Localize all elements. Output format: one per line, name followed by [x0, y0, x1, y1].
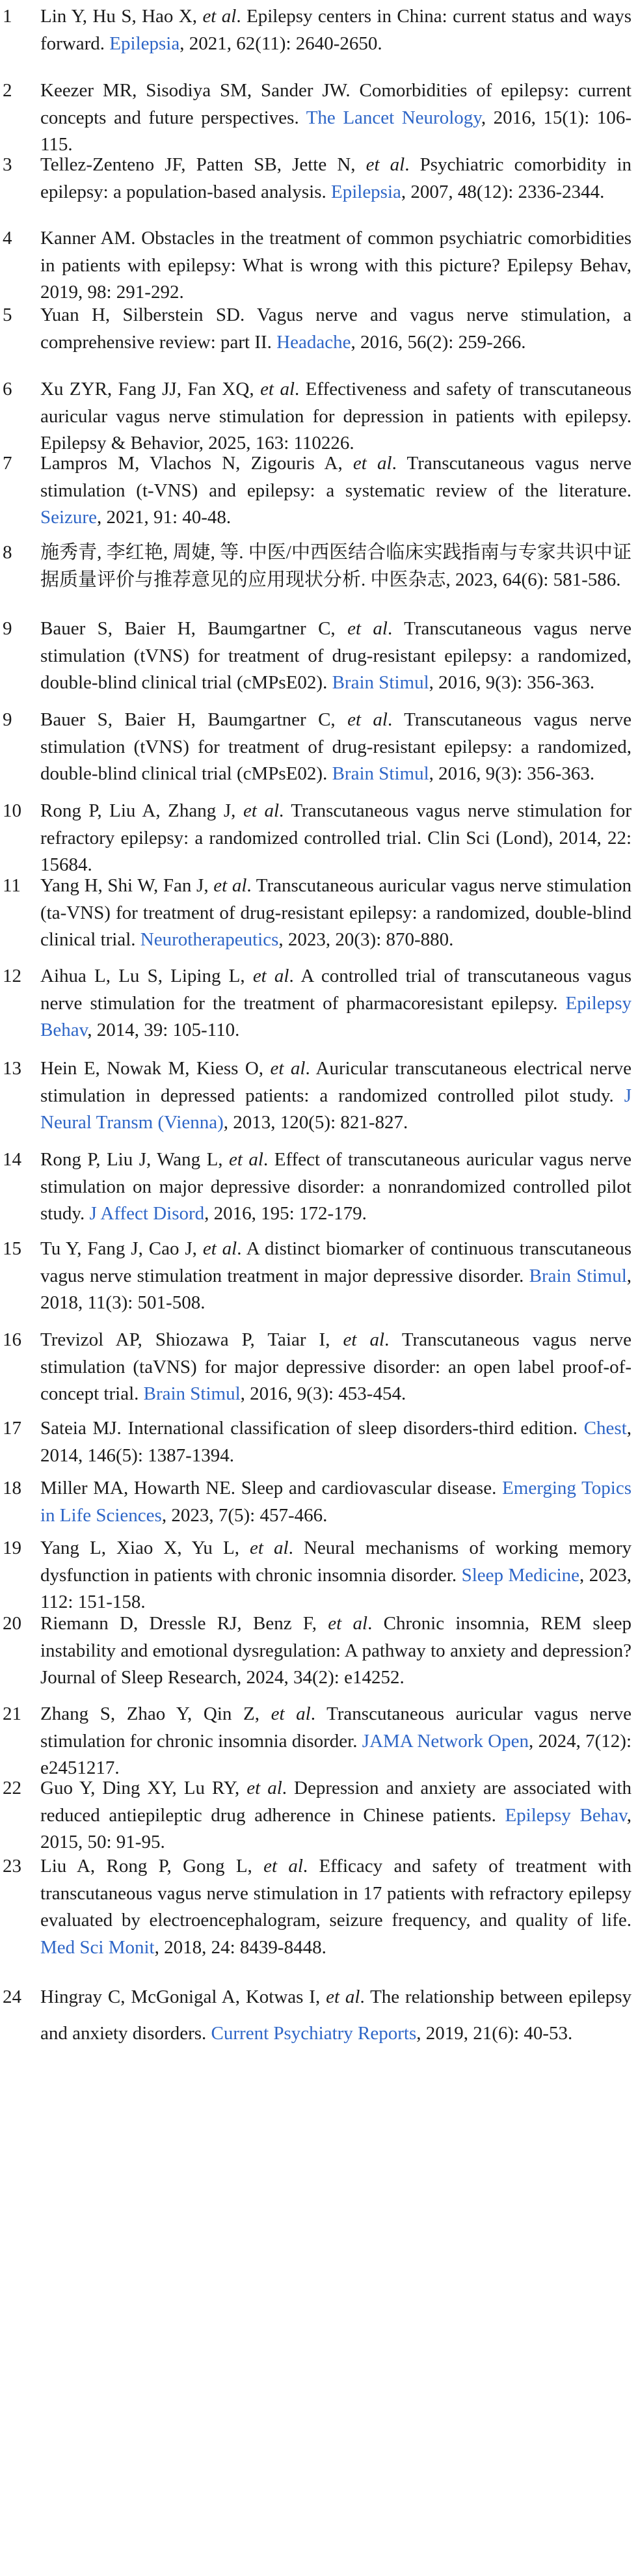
- reference-number: 14: [3, 1149, 21, 1170]
- reference-title: . A controlled trial of transcutaneous vagus nerve stimulation for the treatment of pharmacoresistant epilepsy.: [40, 966, 631, 1014]
- reference-number: 20: [3, 1613, 21, 1634]
- journal-link[interactable]: Current Psychiatry Reports: [211, 2023, 417, 2044]
- reference-number: 9: [3, 618, 12, 639]
- reference-details: , 2015, 50: 91-95.: [40, 1804, 631, 1852]
- reference-details: , 2016, 195: 172-179.: [204, 1203, 367, 1224]
- et-al: et al: [260, 379, 295, 400]
- et-al: et al: [270, 1058, 306, 1079]
- reference-title: Comorbidities of epilepsy: current concepts and future perspectives.: [40, 80, 631, 128]
- reference-title: . Effectiveness and safety of transcutaneous auricular vagus nerve stimulation for depression in patients with epilepsy.: [40, 379, 631, 427]
- reference-title: . Chronic insomnia, REM sleep instability and emotional dysregulation: A pathway to anxiety and depression?: [40, 1613, 632, 1661]
- reference-authors: 施秀青, 李红艳, 周婕, 等.: [40, 542, 248, 563]
- reference-authors: Keezer MR, Sisodiya SM, Sander JW.: [40, 80, 360, 101]
- reference-text: [40, 873, 631, 954]
- reference-text: [40, 1055, 631, 1137]
- reference-details: , 2016, 9(3): 453-454.: [240, 1383, 406, 1404]
- reference-details: , 2024, 7(12): e2451217.: [40, 1730, 632, 1778]
- reference-authors: Tu Y, Fang J, Cao J,: [40, 1238, 203, 1259]
- et-al: et al: [271, 1703, 311, 1724]
- reference-text: [40, 1610, 631, 1692]
- reference-title: . Transcutaneous vagus nerve stimulation (taVNS) for major depressive disorder: an open label proof-of-concept trial.: [40, 1329, 631, 1404]
- reference-authors: Aihua L, Lu S, Liping L,: [40, 966, 253, 986]
- reference-authors: Bauer S, Baier H, Baumgartner C,: [40, 709, 348, 730]
- reference-title: . A distinct biomarker of continuous transcutaneous vagus nerve stimulation treatment in major depressive disorder.: [40, 1238, 632, 1286]
- reference-number: 17: [3, 1418, 21, 1439]
- reference-number: 16: [3, 1329, 21, 1350]
- reference-authors: Guo Y, Ding XY, Lu RY,: [40, 1778, 247, 1798]
- reference-number: 24: [3, 1986, 21, 2007]
- reference-authors: Yuan H, Silberstein SD.: [40, 305, 258, 325]
- reference-details: , 2016, 56(2): 259-266.: [351, 331, 526, 353]
- reference-authors: Yang L, Xiao X, Yu L,: [40, 1538, 250, 1558]
- reference-details: , 2016, 15(1): 106-115.: [40, 107, 631, 155]
- reference-number: 18: [3, 1478, 21, 1498]
- journal-link[interactable]: Epilepsia: [330, 181, 401, 202]
- reference-text: [40, 1979, 631, 2052]
- reference-title: . Effect of transcutaneous auricular vagus nerve stimulation on major depressive disorder: a nonrandomized controlled pilot study.: [40, 1149, 631, 1224]
- journal-link[interactable]: Med Sci Monit: [40, 1936, 155, 1958]
- reference-number: 9: [3, 709, 12, 730]
- reference-details: , 2023, 7(5): 457-466.: [161, 1504, 328, 1526]
- reference-title: . Psychiatric comorbidity in epilepsy: a population-based analysis.: [40, 154, 631, 202]
- reference-text: [40, 152, 631, 206]
- reference-text: [40, 1535, 631, 1616]
- et-al: et al: [229, 1149, 263, 1170]
- reference-number: 15: [3, 1238, 21, 1259]
- reference-details: , 2014, 146(5): 1387-1394.: [40, 1418, 631, 1466]
- reference-text: [40, 1327, 631, 1408]
- reference-authors: Hein E, Nowak M, Kiess O,: [40, 1058, 271, 1079]
- journal-link[interactable]: Neurotherapeutics: [140, 929, 279, 950]
- reference-number: 3: [3, 154, 12, 175]
- reference-authors: Yang H, Shi W, Fan J,: [40, 875, 214, 896]
- journal-link[interactable]: Sleep Medicine: [461, 1564, 580, 1586]
- reference-text: [40, 798, 631, 879]
- reference-details: , 2018, 11(3): 501-508.: [40, 1265, 631, 1313]
- reference-title: Sleep and cardiovascular disease.: [241, 1478, 503, 1498]
- reference-number: 7: [3, 453, 12, 474]
- et-al: et al: [243, 800, 280, 821]
- et-al: et al: [352, 453, 392, 474]
- journal-name: 中医杂志: [370, 569, 446, 590]
- reference-details: , 2021, 91: 40-48.: [96, 507, 232, 528]
- reference-text: [40, 225, 631, 306]
- et-al: et al: [263, 1856, 303, 1877]
- reference-text: [40, 1701, 631, 1782]
- reference-title: 中医/中西医结合临床实践指南与专家共识中证据质量评价与推荐意见的应用现状分析.: [40, 542, 631, 590]
- reference-text: [40, 450, 631, 532]
- reference-number: 23: [3, 1856, 21, 1877]
- reference-title: . Transcutaneous auricular vagus nerve stimulation (ta-VNS) for treatment of drug-resistant epilepsy: a randomized, double-blind clinical trial.: [40, 875, 631, 950]
- et-al: et al: [202, 6, 237, 27]
- reference-details: , 2014, 39: 105-110.: [87, 1020, 240, 1040]
- reference-authors: Hingray C, McGonigal A, Kotwas I,: [40, 1986, 326, 2007]
- reference-title: International classification of sleep disorders-third edition.: [127, 1418, 584, 1439]
- reference-authors: Sateia MJ.: [40, 1418, 128, 1439]
- et-al: et al: [252, 966, 289, 986]
- reference-text: [40, 1775, 631, 1856]
- journal-name: Epilepsy & Behavior: [40, 433, 199, 454]
- reference-details: , 2023, 64(6): 581-586.: [445, 569, 621, 590]
- reference-number: 5: [3, 305, 12, 325]
- reference-details: , 2023, 20(3): 870-880.: [278, 929, 454, 950]
- reference-title: . Auricular transcutaneous electrical nerve stimulation in depressed patients: a randomized controlled pilot study.: [40, 1058, 631, 1106]
- reference-details: , 2019, 21(6): 40-53.: [416, 2023, 573, 2044]
- journal-link[interactable]: Emerging Topics in Life Sciences: [40, 1478, 632, 1526]
- reference-title: . Transcutaneous vagus nerve stimulation (tVNS) for treatment of drug-resistant epilepsy: a randomized, double-blind clinical trial (cMPsE02).: [40, 618, 631, 693]
- journal-link[interactable]: Brain Stimul: [332, 672, 429, 693]
- reference-details: , 2024, 34(2): e14252.: [236, 1667, 405, 1688]
- reference-text: [40, 1853, 631, 1961]
- et-al: et al: [213, 875, 247, 896]
- journal-link[interactable]: J Affect Disord: [89, 1203, 205, 1224]
- reference-text: [40, 963, 631, 1044]
- reference-details: , 2016, 9(3): 356-363.: [429, 672, 595, 693]
- journal-link[interactable]: Brain Stimul: [529, 1265, 627, 1286]
- journal-link[interactable]: Seizure: [40, 507, 97, 528]
- reference-title: Vagus nerve and vagus nerve stimulation, a comprehensive review: part II.: [40, 305, 631, 353]
- journal-link[interactable]: The Lancet Neurology: [306, 107, 481, 128]
- reference-authors: Xu ZYR, Fang JJ, Fan XQ,: [40, 379, 261, 400]
- reference-details: , 2018, 24: 8439-8448.: [154, 1936, 326, 1958]
- journal-link[interactable]: Epilepsy Behav: [40, 992, 631, 1040]
- et-al: et al: [246, 1778, 282, 1798]
- et-al: et al: [326, 1986, 360, 2007]
- reference-number: 19: [3, 1538, 21, 1558]
- reference-details: , 2016, 9(3): 356-363.: [429, 763, 595, 784]
- et-al: et al: [328, 1613, 368, 1634]
- reference-title: . Efficacy and safety of treatment with transcutaneous vagus nerve stimulation in 17 patients with refractory epilepsy evaluated by electroencephalogram, seizure frequency, and quality of life.: [40, 1856, 631, 1931]
- reference-text: [40, 1475, 631, 1529]
- reference-title: . Transcutaneous vagus nerve stimulation (tVNS) for treatment of drug-resistant epilepsy: a randomized, double-blind clinical trial (cMPsE02).: [40, 709, 631, 784]
- reference-authors: Liu A, Rong P, Gong L,: [40, 1856, 264, 1877]
- reference-authors: Trevizol AP, Shiozawa P, Taiar I,: [40, 1329, 343, 1350]
- reference-number: 4: [3, 228, 12, 249]
- reference-number: 2: [3, 80, 12, 101]
- journal-link[interactable]: Headache: [276, 331, 351, 353]
- reference-authors: Lampros M, Vlachos N, Zigouris A,: [40, 453, 353, 474]
- journal-link[interactable]: Chest: [583, 1418, 627, 1439]
- reference-authors: Kanner AM.: [40, 228, 142, 249]
- reference-text: [40, 1236, 631, 1317]
- et-al: et al: [343, 1329, 385, 1350]
- journal-link[interactable]: Epilepsy Behav: [505, 1804, 627, 1826]
- reference-details: , 2013, 120(5): 821-827.: [223, 1112, 408, 1133]
- reference-details: , 2025, 163: 110226.: [198, 433, 354, 454]
- journal-name: Journal of Sleep Research: [40, 1667, 237, 1688]
- reference-authors: Rong P, Liu A, Zhang J,: [40, 800, 243, 821]
- reference-text: [40, 3, 631, 57]
- reference-authors: Rong P, Liu J, Wang L,: [40, 1149, 230, 1170]
- reference-title: . Epilepsy centers in China: current status and ways forward.: [40, 6, 631, 54]
- reference-authors: Bauer S, Baier H, Baumgartner C,: [40, 618, 348, 639]
- reference-text: [40, 707, 631, 788]
- journal-link[interactable]: JAMA Network Open: [362, 1730, 529, 1752]
- reference-details: , 2021, 62(11): 2640-2650.: [179, 33, 382, 54]
- et-al: et al: [366, 154, 405, 175]
- reference-authors: Tellez-Zenteno JF, Patten SB, Jette N,: [40, 154, 366, 175]
- reference-number: 10: [3, 800, 21, 821]
- et-al: et al: [347, 618, 388, 639]
- reference-details: , 2019, 98: 291-292.: [40, 254, 631, 303]
- reference-number: 8: [3, 542, 12, 563]
- reference-number: 6: [3, 379, 12, 400]
- reference-text: [40, 616, 631, 697]
- et-al: et al: [347, 709, 388, 730]
- reference-authors: Zhang S, Zhao Y, Qin Z,: [40, 1703, 271, 1724]
- journal-name: Clin Sci (Lond): [427, 827, 549, 848]
- journal-link[interactable]: Brain Stimul: [143, 1383, 241, 1404]
- reference-title: . Transcutaneous vagus nerve stimulation for refractory epilepsy: a randomized controlled trial.: [40, 800, 631, 848]
- reference-authors: Riemann D, Dressle RJ, Benz F,: [40, 1613, 328, 1634]
- reference-text: [40, 376, 631, 457]
- reference-number: 12: [3, 966, 21, 986]
- reference-text: [40, 539, 631, 593]
- reference-text: [40, 77, 631, 159]
- et-al: et al: [202, 1238, 237, 1259]
- journal-link[interactable]: Epilepsia: [109, 33, 180, 54]
- reference-authors: Miller MA, Howarth NE.: [40, 1478, 241, 1498]
- et-al: et al: [250, 1538, 289, 1558]
- reference-title: . Neural mechanisms of working memory dysfunction in patients with chronic insomnia disorder.: [40, 1538, 631, 1586]
- reference-title: . Transcutaneous auricular vagus nerve stimulation for chronic insomnia disorder.: [40, 1703, 631, 1752]
- reference-number: 13: [3, 1058, 21, 1079]
- journal-link[interactable]: Brain Stimul: [332, 763, 429, 784]
- reference-title: . The relationship between epilepsy and anxiety disorders.: [40, 1986, 631, 2044]
- reference-text: [40, 1146, 631, 1228]
- journal-name: Epilepsy Behav: [507, 254, 627, 276]
- reference-text: [40, 1415, 631, 1469]
- reference-authors: Lin Y, Hu S, Hao X,: [40, 6, 203, 27]
- reference-text: [40, 302, 631, 356]
- reference-title: Obstacles in the treatment of common psychiatric comorbidities in patients with epilepsy: What is wrong with this picture?: [40, 228, 631, 276]
- reference-details: , 2014, 22: 15684.: [40, 827, 632, 875]
- reference-number: 22: [3, 1778, 21, 1798]
- reference-details: , 2007, 48(12): 2336-2344.: [401, 181, 605, 202]
- reference-number: 21: [3, 1703, 21, 1724]
- reference-title: . Depression and anxiety are associated with reduced antiepileptic drug adherence in Chinese patients.: [40, 1778, 631, 1826]
- reference-title: . Transcutaneous vagus nerve stimulation (t-VNS) and epilepsy: a systematic review of the literature.: [40, 453, 631, 501]
- reference-details: , 2023, 112: 151-158.: [40, 1564, 631, 1612]
- reference-number: 1: [3, 6, 12, 27]
- reference-number: 11: [3, 875, 21, 896]
- journal-link[interactable]: J Neural Transm (Vienna): [40, 1085, 631, 1133]
